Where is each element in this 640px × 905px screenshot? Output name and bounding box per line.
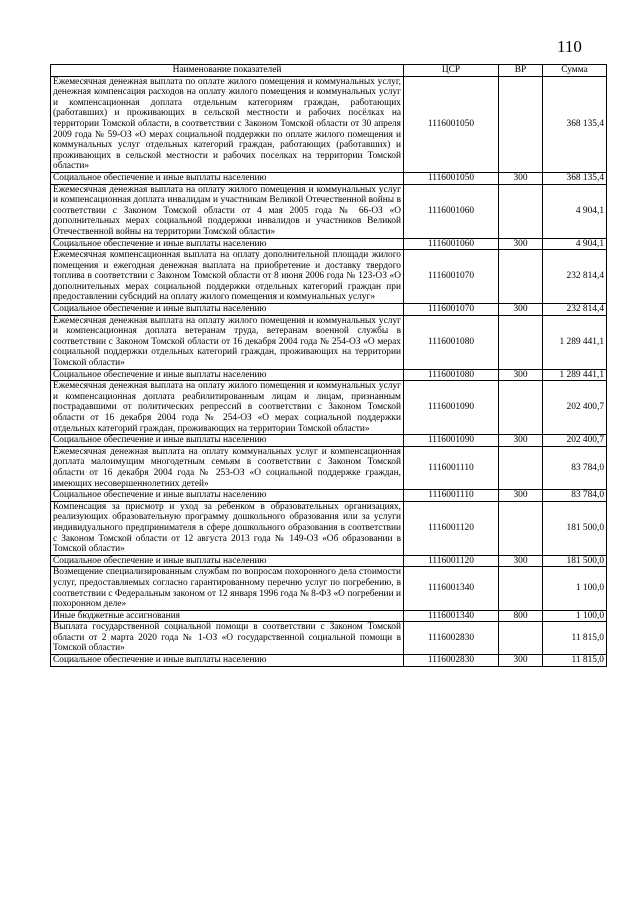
row-vr: 300 bbox=[499, 238, 543, 250]
table-row bbox=[51, 655, 607, 667]
row-vr: 300 bbox=[499, 435, 543, 447]
row-csr: 1116002830 bbox=[404, 622, 499, 655]
row-name: Ежемесячная денежная выплата на оплату жилого помещения и коммунальных услуг и компенсационная доплата реабилитированным лицам и лицам, признанным пострадавшими от политических репрессий в соответствии с Законом Томской области от 16 декабря 2004 года № 254-ОЗ «О мерах социальной поддержки отдельных категорий граждан, проживающих на территории Томской области» bbox=[51, 381, 404, 435]
row-sum: 1 289 441,1 bbox=[543, 315, 607, 369]
row-sum: 4 904,1 bbox=[543, 184, 607, 238]
row-vr: 300 bbox=[499, 369, 543, 381]
row-vr bbox=[499, 381, 543, 435]
row-sum: 202 400,7 bbox=[543, 435, 607, 447]
row-csr: 1116001060 bbox=[404, 184, 499, 238]
row-sum: 368 135,4 bbox=[543, 172, 607, 184]
row-name: Ежемесячная денежная выплата по оплате жилого помещения и коммунальных услуг, денежная компенсация расходов на оплату жилого помещения и коммунальных услуг и компенсационная доплата отдельным категориям граждан, работающих (работавших) и проживающих в сельской местности и рабочих посёлках на территории Томской области, в соответствии с Законом Томской области от 30 апреля 2009 года № 59-ОЗ «О мерах социальной поддержки по оплате жилого помещения и коммунальных услуг отдельных категорий граждан, работающих (работавших) и проживающих в сельской местности и рабочих поселках на территории Томской области» bbox=[51, 76, 404, 172]
row-name: Социальное обеспечение и иные выплаты населению bbox=[51, 555, 404, 567]
table-row bbox=[51, 381, 607, 435]
row-csr: 1116002830 bbox=[404, 655, 499, 667]
row-vr bbox=[499, 446, 543, 489]
row-sum: 1 289 441,1 bbox=[543, 369, 607, 381]
row-csr: 1116001340 bbox=[404, 610, 499, 622]
table-row bbox=[51, 76, 607, 172]
table-row bbox=[51, 490, 607, 502]
row-sum: 232 814,4 bbox=[543, 250, 607, 304]
table-row bbox=[51, 369, 607, 381]
row-csr: 1116001120 bbox=[404, 501, 499, 555]
row-sum: 1 100,0 bbox=[543, 610, 607, 622]
row-name: Компенсация за присмотр и уход за ребенком в образовательных организациях, реализующих образовательную программу дошкольного образования или за услуги индивидуального предпринимателя в сфере дошкольного образования в соответствии с Законом Томской области от 12 августа 2013 года № 149-ОЗ «Об образовании в Томской области» bbox=[51, 501, 404, 555]
row-name: Ежемесячная денежная выплата на оплату жилого помещения и коммунальных услуг и компенсационная доплата ветеранам труда, ветеранам военной службы в соответствии с Законом Томской области от 16 декабря 2004 года № 254-ОЗ «О мерах социальной поддержки отдельных категорий граждан, проживающих на территории Томской области» bbox=[51, 315, 404, 369]
row-name: Социальное обеспечение и иные выплаты населению bbox=[51, 490, 404, 502]
row-csr: 1116001090 bbox=[404, 381, 499, 435]
row-vr bbox=[499, 567, 543, 610]
row-name: Социальное обеспечение и иные выплаты населению bbox=[51, 172, 404, 184]
row-vr: 300 bbox=[499, 172, 543, 184]
page-number: 110 bbox=[557, 37, 582, 56]
table-row bbox=[51, 184, 607, 238]
table-row bbox=[51, 501, 607, 555]
row-csr: 1116001120 bbox=[404, 555, 499, 567]
row-vr bbox=[499, 76, 543, 172]
header-vr: ВР bbox=[499, 65, 543, 77]
header-csr: ЦСР bbox=[404, 65, 499, 77]
row-sum: 202 400,7 bbox=[543, 381, 607, 435]
row-csr: 1116001110 bbox=[404, 490, 499, 502]
row-name: Социальное обеспечение и иные выплаты населению bbox=[51, 435, 404, 447]
row-name: Возмещение специализированным службам по вопросам похоронного дела стоимости услуг, предоставляемых согласно гарантированному перечню услуг по погребению, в соответствии с Федеральным законом от 12 января 1996 года № 8-ФЗ «О погребении и похоронном деле» bbox=[51, 567, 404, 610]
table-row bbox=[51, 304, 607, 316]
row-name: Ежемесячная денежная выплата на оплату жилого помещения и коммунальных услуг и компенсационная доплата инвалидам и участникам Великой Отечественной войны в соответствии с Законом Томской области от 4 мая 2005 года № 66-ОЗ «О дополнительных мерах социальной поддержки инвалидов и участников Великой Отечественной войны на территории Томской области» bbox=[51, 184, 404, 238]
row-name: Иные бюджетные ассигнования bbox=[51, 610, 404, 622]
row-vr bbox=[499, 184, 543, 238]
row-csr: 1116001110 bbox=[404, 446, 499, 489]
row-csr: 1116001070 bbox=[404, 304, 499, 316]
row-csr: 1116001080 bbox=[404, 369, 499, 381]
table-row bbox=[51, 610, 607, 622]
header-name: Наименование показателей bbox=[51, 65, 404, 77]
table-header-row bbox=[51, 65, 607, 77]
row-vr bbox=[499, 250, 543, 304]
table-row bbox=[51, 315, 607, 369]
budget-table bbox=[50, 64, 607, 667]
row-vr: 300 bbox=[499, 555, 543, 567]
row-sum: 368 135,4 bbox=[543, 76, 607, 172]
row-csr: 1116001060 bbox=[404, 238, 499, 250]
row-name: Ежемесячная компенсационная выплата на оплату дополнительной площади жилого помещения и ежегодная денежная выплата на приобретение и доставку твердого топлива в соответствии с Законом Томской области от 8 июня 2006 года № 123-ОЗ «О дополнительных мерах социальной поддержки отдельных категорий граждан при предоставлении субсидий на оплату жилого помещения и коммунальных услуг» bbox=[51, 250, 404, 304]
row-vr bbox=[499, 501, 543, 555]
row-sum: 181 500,0 bbox=[543, 501, 607, 555]
row-csr: 1116001090 bbox=[404, 435, 499, 447]
table-row bbox=[51, 250, 607, 304]
row-sum: 83 784,0 bbox=[543, 446, 607, 489]
row-vr: 300 bbox=[499, 304, 543, 316]
row-name: Социальное обеспечение и иные выплаты населению bbox=[51, 655, 404, 667]
table-row bbox=[51, 567, 607, 610]
row-sum: 83 784,0 bbox=[543, 490, 607, 502]
row-sum: 11 815,0 bbox=[543, 655, 607, 667]
row-name: Социальное обеспечение и иные выплаты населению bbox=[51, 238, 404, 250]
table-row bbox=[51, 446, 607, 489]
row-vr bbox=[499, 315, 543, 369]
row-sum: 232 814,4 bbox=[543, 304, 607, 316]
row-csr: 1116001050 bbox=[404, 76, 499, 172]
row-name: Социальное обеспечение и иные выплаты населению bbox=[51, 304, 404, 316]
table-row bbox=[51, 172, 607, 184]
row-sum: 1 100,0 bbox=[543, 567, 607, 610]
row-sum: 4 904,1 bbox=[543, 238, 607, 250]
row-vr: 800 bbox=[499, 610, 543, 622]
row-name: Выплата государственной социальной помощи в соответствии с Законом Томской области от 2 марта 2020 года № 1-ОЗ «О государственной социальной помощи в Томской области» bbox=[51, 622, 404, 655]
row-csr: 1116001050 bbox=[404, 172, 499, 184]
row-name: Социальное обеспечение и иные выплаты населению bbox=[51, 369, 404, 381]
row-name: Ежемесячная денежная выплата на оплату коммунальных услуг и компенсационная доплата малоимущим многодетным семьям в соответствии с Законом Томской области от 16 декабря 2004 года № 253-ОЗ «О социальной поддержке граждан, имеющих несовершеннолетних детей» bbox=[51, 446, 404, 489]
table-row bbox=[51, 555, 607, 567]
row-vr: 300 bbox=[499, 655, 543, 667]
table-row bbox=[51, 622, 607, 655]
row-vr: 300 bbox=[499, 490, 543, 502]
row-csr: 1116001080 bbox=[404, 315, 499, 369]
row-csr: 1116001070 bbox=[404, 250, 499, 304]
table-row bbox=[51, 435, 607, 447]
row-vr bbox=[499, 622, 543, 655]
row-csr: 1116001340 bbox=[404, 567, 499, 610]
row-sum: 11 815,0 bbox=[543, 622, 607, 655]
row-sum: 181 500,0 bbox=[543, 555, 607, 567]
table-row bbox=[51, 238, 607, 250]
header-sum: Сумма bbox=[543, 65, 607, 77]
